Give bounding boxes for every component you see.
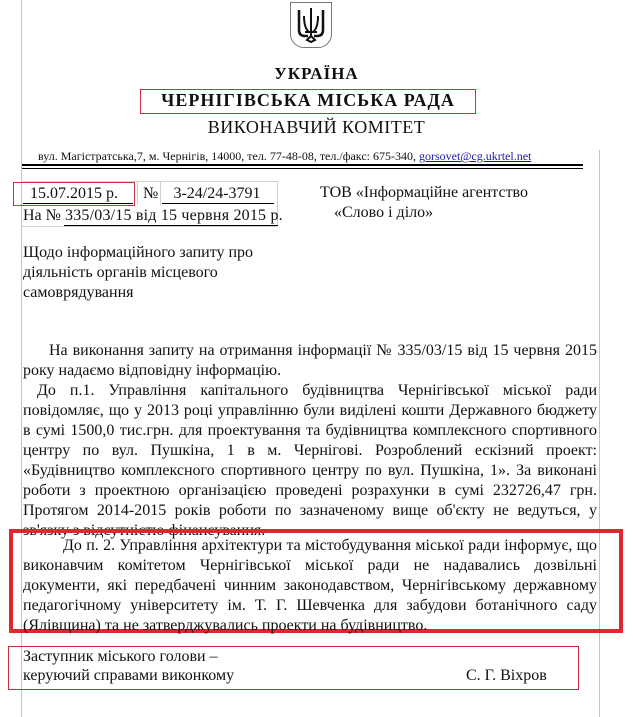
signatory-position-line-1: Заступник міського голови – xyxy=(23,648,218,665)
paragraph-text: На виконання запиту на отримання інформації № 335/03/15 від 15 червня 2015 року надаємо відповідну інформацію. xyxy=(23,342,597,379)
signatory-name: С. Г. Віхров xyxy=(466,667,547,684)
date-underline xyxy=(23,203,133,204)
body-paragraph-3 xyxy=(23,536,597,636)
address-line xyxy=(38,149,531,164)
number-sign: № xyxy=(143,185,159,202)
email-link[interactable]: gorsovet@cg.ukrtel.net xyxy=(419,149,532,163)
body-paragraph-2 xyxy=(23,381,597,541)
paragraph-text: До п.1. Управління капітального будівництва Чернігівської міської ради повідомляє, що у 2013 році управлінню були виділені кошти Державного бюджету в сумі 1500,0 тис.грн. для проектування та будівництва комплексного спортивного центру по вул. Пушкіна, 1 в м. Чернігові. Розроблений ескізний проект: «Будівництво комплексного спортивного центру по вул. Пушкіна, 1». За виконані роботи з проектною організацією проведені розрахунки в сумі 232726,47 грн. Протягом 2014-2015 років роботи по зазначеному вище об'єкту не ведуться, у зв'язку з відсутністю фінансування. xyxy=(23,382,597,539)
document-date: 15.07.2015 р. xyxy=(30,185,118,202)
subject: Щодо інформаційного запиту про діяльність органів місцевого самоврядування xyxy=(23,244,254,301)
body-paragraph-1 xyxy=(23,341,597,381)
document-number: 3-24/24-3791 xyxy=(173,185,261,202)
paragraph-text: До п. 2. Управління архітектури та містобудування міської ради інформує, що виконавчим комітетом Чернігівської міської ради не надавались дозвільні документи, які передбачені чинним законодавством, Чернігівському державному педагогічному університету ім. Т. Г. Шевченка для забудови ботанічного саду (Ялівщина) та не затверджувались проекти на будівництво. xyxy=(23,537,597,634)
coat-of-arms-icon xyxy=(290,2,332,48)
table-gridline xyxy=(137,181,138,205)
table-gridline xyxy=(160,181,161,205)
council-heading: ЧЕРНІГІВСЬКА МІСЬКА РАДА xyxy=(161,90,455,110)
header-rule-thin xyxy=(22,168,583,169)
signatory-position-line-2: керуючий справами виконкому xyxy=(23,667,235,684)
address-text: вул. Магістратська,7, м. Чернігів, 14000, тел. 77-48-08, тел./факс: 675-340, xyxy=(38,149,416,163)
recipient-line-1: ТОВ «Інформаційне агентство xyxy=(320,184,528,201)
country-heading: УКРАЇНА xyxy=(274,64,359,83)
recipient-line-2: «Слово і діло» xyxy=(334,204,434,221)
reference-underline xyxy=(64,225,278,226)
reference-value: 335/03/15 від 15 червня 2015 р. xyxy=(65,207,283,224)
header-rule-thick xyxy=(22,164,583,166)
table-gridline xyxy=(22,226,277,227)
number-underline xyxy=(162,203,274,204)
reference-label: На № xyxy=(23,207,61,224)
committee-heading: ВИКОНАВЧИЙ КОМІТЕТ xyxy=(207,117,426,137)
